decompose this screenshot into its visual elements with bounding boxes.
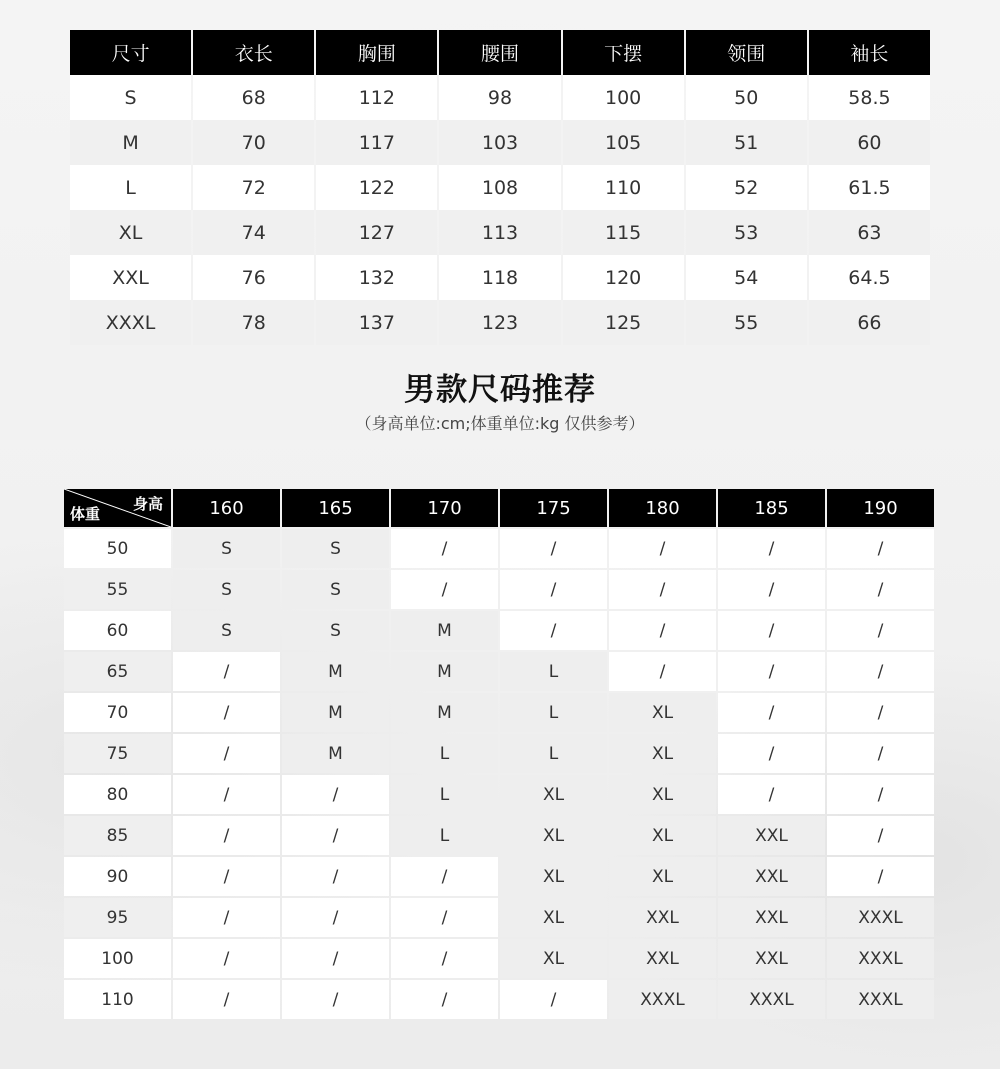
size-cell: XL xyxy=(500,898,607,937)
table-cell: 76 xyxy=(193,255,314,300)
size-cell: S xyxy=(282,570,389,609)
table-cell: 50 xyxy=(686,75,807,120)
size-cell: / xyxy=(609,611,716,650)
size-chart-body xyxy=(70,75,930,345)
table-row xyxy=(64,939,934,978)
size-cell: XL xyxy=(609,775,716,814)
height-header-cell: 185 xyxy=(718,489,825,527)
weight-cell: 75 xyxy=(64,734,171,773)
size-cell: S xyxy=(173,529,280,568)
table-row xyxy=(70,255,930,300)
size-cell: XXL xyxy=(718,857,825,896)
table-cell: 58.5 xyxy=(809,75,930,120)
size-cell: XXXL xyxy=(827,939,934,978)
table-cell: L xyxy=(70,165,191,210)
header-waist: 腰围 xyxy=(439,30,560,75)
corner-header xyxy=(64,489,171,527)
size-cell: / xyxy=(718,734,825,773)
size-cell: XL xyxy=(609,857,716,896)
size-cell: XXXL xyxy=(718,980,825,1019)
size-cell: / xyxy=(282,980,389,1019)
size-cell: M xyxy=(282,734,389,773)
height-header-cell: 180 xyxy=(609,489,716,527)
size-cell: / xyxy=(173,775,280,814)
table-cell: 61.5 xyxy=(809,165,930,210)
size-cell: XXL xyxy=(718,898,825,937)
header-length: 衣长 xyxy=(193,30,314,75)
table-row xyxy=(70,300,930,345)
table-cell: XL xyxy=(70,210,191,255)
size-cell: L xyxy=(391,775,498,814)
height-header-cell: 190 xyxy=(827,489,934,527)
size-cell: S xyxy=(173,570,280,609)
size-cell: / xyxy=(827,529,934,568)
table-cell: 52 xyxy=(686,165,807,210)
table-cell: 110 xyxy=(563,165,684,210)
size-cell: XL xyxy=(500,857,607,896)
size-cell: XXL xyxy=(718,939,825,978)
table-cell: 70 xyxy=(193,120,314,165)
size-cell: / xyxy=(500,980,607,1019)
table-row xyxy=(64,816,934,855)
table-row xyxy=(64,570,934,609)
header-collar: 领围 xyxy=(686,30,807,75)
table-row xyxy=(70,120,930,165)
size-cell: / xyxy=(391,939,498,978)
size-cell: M xyxy=(282,652,389,691)
table-cell: 137 xyxy=(316,300,437,345)
height-header-cell: 160 xyxy=(173,489,280,527)
table-cell: 78 xyxy=(193,300,314,345)
size-cell: / xyxy=(500,570,607,609)
table-cell: 51 xyxy=(686,120,807,165)
table-cell: 64.5 xyxy=(809,255,930,300)
height-header-cell: 170 xyxy=(391,489,498,527)
table-cell: 118 xyxy=(439,255,560,300)
size-cell: L xyxy=(391,816,498,855)
size-cell: M xyxy=(391,693,498,732)
weight-axis-label: 体重 xyxy=(70,505,101,523)
recommendation-header-row xyxy=(64,489,934,527)
table-cell: 122 xyxy=(316,165,437,210)
size-cell: / xyxy=(609,652,716,691)
table-cell: 108 xyxy=(439,165,560,210)
height-header-cell: 175 xyxy=(500,489,607,527)
table-cell: 117 xyxy=(316,120,437,165)
size-cell: L xyxy=(391,734,498,773)
size-cell: / xyxy=(718,652,825,691)
size-cell: S xyxy=(173,611,280,650)
size-cell: M xyxy=(391,652,498,691)
table-row xyxy=(64,734,934,773)
size-cell: S xyxy=(282,529,389,568)
table-cell: 132 xyxy=(316,255,437,300)
table-cell: 72 xyxy=(193,165,314,210)
weight-cell: 80 xyxy=(64,775,171,814)
table-cell: 74 xyxy=(193,210,314,255)
table-cell: 112 xyxy=(316,75,437,120)
size-cell: XL xyxy=(500,775,607,814)
height-header-cell: 165 xyxy=(282,489,389,527)
table-row xyxy=(64,898,934,937)
size-cell: / xyxy=(173,980,280,1019)
size-cell: S xyxy=(282,611,389,650)
size-cell: M xyxy=(391,611,498,650)
size-cell: / xyxy=(391,570,498,609)
table-cell: 98 xyxy=(439,75,560,120)
weight-cell: 110 xyxy=(64,980,171,1019)
weight-cell: 95 xyxy=(64,898,171,937)
size-cell: / xyxy=(718,570,825,609)
header-size: 尺寸 xyxy=(70,30,191,75)
size-cell: / xyxy=(391,529,498,568)
size-cell: XXL xyxy=(609,939,716,978)
size-cell: XL xyxy=(609,816,716,855)
table-cell: S xyxy=(70,75,191,120)
table-cell: 105 xyxy=(563,120,684,165)
size-cell: / xyxy=(609,529,716,568)
size-cell: / xyxy=(827,734,934,773)
table-cell: 66 xyxy=(809,300,930,345)
size-cell: / xyxy=(500,611,607,650)
size-cell: / xyxy=(173,898,280,937)
table-row xyxy=(70,75,930,120)
size-cell: / xyxy=(282,816,389,855)
size-cell: / xyxy=(282,939,389,978)
size-cell: / xyxy=(500,529,607,568)
size-cell: / xyxy=(391,898,498,937)
size-cell: / xyxy=(173,652,280,691)
size-cell: XXXL xyxy=(827,898,934,937)
table-cell: 54 xyxy=(686,255,807,300)
page-subtitle: （身高单位:cm;体重单位:kg 仅供参考） xyxy=(355,414,645,433)
table-cell: 120 xyxy=(563,255,684,300)
size-cell: / xyxy=(282,775,389,814)
size-cell: XL xyxy=(500,939,607,978)
weight-cell: 50 xyxy=(64,529,171,568)
size-recommendation-table xyxy=(62,487,936,1021)
header-sleeve: 袖长 xyxy=(809,30,930,75)
size-cell: / xyxy=(718,775,825,814)
table-row xyxy=(64,980,934,1019)
size-cell: / xyxy=(827,611,934,650)
size-cell: XXL xyxy=(718,816,825,855)
size-chart-header-row xyxy=(70,30,930,75)
header-hem: 下摆 xyxy=(563,30,684,75)
size-cell: / xyxy=(173,857,280,896)
table-cell: 53 xyxy=(686,210,807,255)
table-cell: 68 xyxy=(193,75,314,120)
size-cell: / xyxy=(827,570,934,609)
size-cell: L xyxy=(500,693,607,732)
size-cell: XXXL xyxy=(827,980,934,1019)
recommendation-body xyxy=(64,529,934,1019)
table-cell: 127 xyxy=(316,210,437,255)
table-row xyxy=(70,165,930,210)
size-cell: / xyxy=(718,611,825,650)
table-row xyxy=(64,611,934,650)
size-cell: XXXL xyxy=(609,980,716,1019)
table-cell: 113 xyxy=(439,210,560,255)
weight-cell: 70 xyxy=(64,693,171,732)
weight-cell: 85 xyxy=(64,816,171,855)
table-cell: 63 xyxy=(809,210,930,255)
size-cell: / xyxy=(391,857,498,896)
size-cell: L xyxy=(500,734,607,773)
table-row xyxy=(64,857,934,896)
table-cell: XXL xyxy=(70,255,191,300)
size-cell: / xyxy=(718,693,825,732)
size-cell: XXL xyxy=(609,898,716,937)
size-cell: L xyxy=(500,652,607,691)
table-row xyxy=(64,775,934,814)
weight-cell: 55 xyxy=(64,570,171,609)
table-cell: M xyxy=(70,120,191,165)
height-axis-label: 身高 xyxy=(132,495,163,513)
table-row xyxy=(70,210,930,255)
size-cell: / xyxy=(827,816,934,855)
size-chart-table xyxy=(68,30,932,345)
table-cell: 55 xyxy=(686,300,807,345)
size-cell: / xyxy=(173,734,280,773)
size-cell: / xyxy=(827,775,934,814)
table-row xyxy=(64,652,934,691)
size-cell: M xyxy=(282,693,389,732)
size-cell: / xyxy=(609,570,716,609)
weight-cell: 65 xyxy=(64,652,171,691)
size-cell: / xyxy=(282,857,389,896)
table-row xyxy=(64,693,934,732)
header-chest: 胸围 xyxy=(316,30,437,75)
weight-cell: 90 xyxy=(64,857,171,896)
weight-cell: 100 xyxy=(64,939,171,978)
table-cell: 103 xyxy=(439,120,560,165)
size-cell: / xyxy=(827,652,934,691)
size-cell: / xyxy=(827,857,934,896)
size-cell: XL xyxy=(500,816,607,855)
table-cell: 123 xyxy=(439,300,560,345)
size-cell: / xyxy=(173,816,280,855)
size-cell: / xyxy=(282,898,389,937)
size-cell: / xyxy=(173,939,280,978)
table-cell: 125 xyxy=(563,300,684,345)
table-row xyxy=(64,529,934,568)
size-cell: / xyxy=(718,529,825,568)
page-title: 男款尺码推荐 xyxy=(404,372,596,408)
size-cell: / xyxy=(827,693,934,732)
size-cell: / xyxy=(391,980,498,1019)
table-cell: 100 xyxy=(563,75,684,120)
size-cell: XL xyxy=(609,693,716,732)
size-cell: / xyxy=(173,693,280,732)
size-cell: XL xyxy=(609,734,716,773)
table-cell: 115 xyxy=(563,210,684,255)
table-cell: XXXL xyxy=(70,300,191,345)
weight-cell: 60 xyxy=(64,611,171,650)
table-cell: 60 xyxy=(809,120,930,165)
